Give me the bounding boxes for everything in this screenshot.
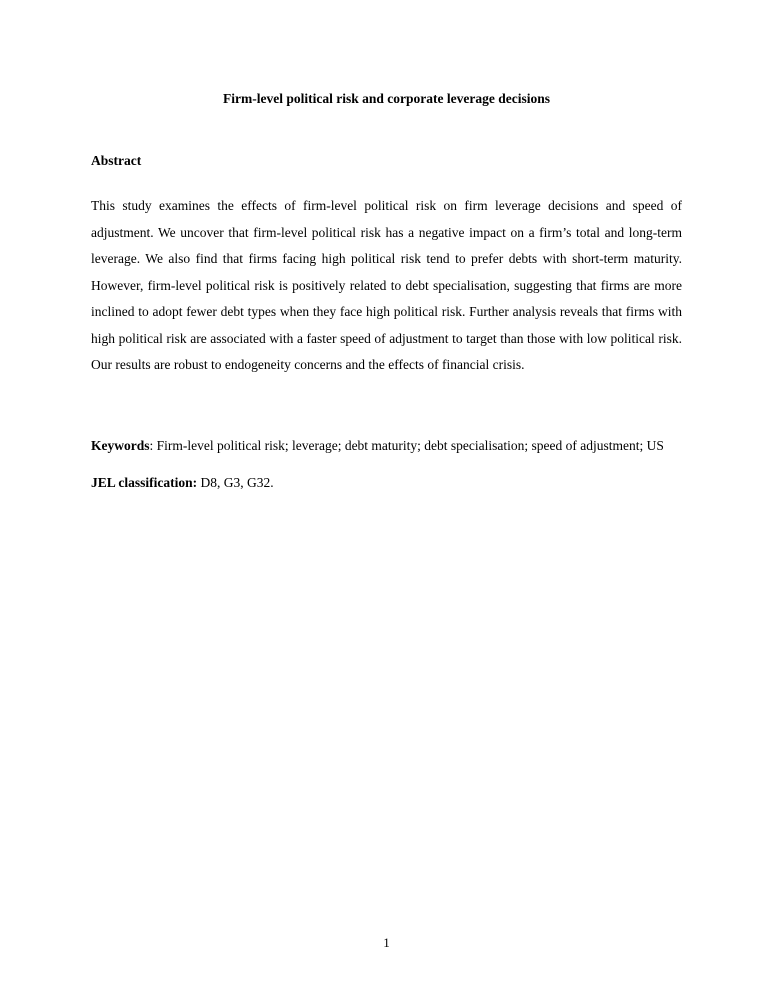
keywords-line bbox=[91, 433, 682, 460]
jel-text: D8, G3, G32. bbox=[197, 475, 274, 490]
keywords-label: Keywords bbox=[91, 437, 150, 453]
page-number: 1 bbox=[383, 935, 390, 950]
abstract-heading: Abstract bbox=[91, 153, 142, 168]
keywords-text: : Firm-level political risk; leverage; debt maturity; debt specialisation; speed of adjustment; US bbox=[149, 437, 664, 453]
page-content bbox=[91, 91, 682, 491]
abstract-text: This study examines the effects of firm-level political risk on firm leverage decisions and speed of adjustment. We uncover that firm-level political risk has a negative impact on a firm’s total and long-term leverage. We also find that firms facing high political risk tend to prefer debts with short-term maturity. However, firm-level political risk is positively related to debt specialisation, suggesting that firms are more inclined to adopt fewer debt types when they face high political risk. Further analysis reveals that firms with high political risk are associated with a faster speed of adjustment to target than those with low political risk. Our results are robust to endogeneity concerns and the effects of financial crisis. bbox=[91, 198, 682, 372]
jel-line bbox=[91, 475, 682, 491]
jel-label: JEL classification: bbox=[91, 475, 198, 490]
paper-title: Firm-level political risk and corporate leverage decisions bbox=[223, 91, 550, 106]
